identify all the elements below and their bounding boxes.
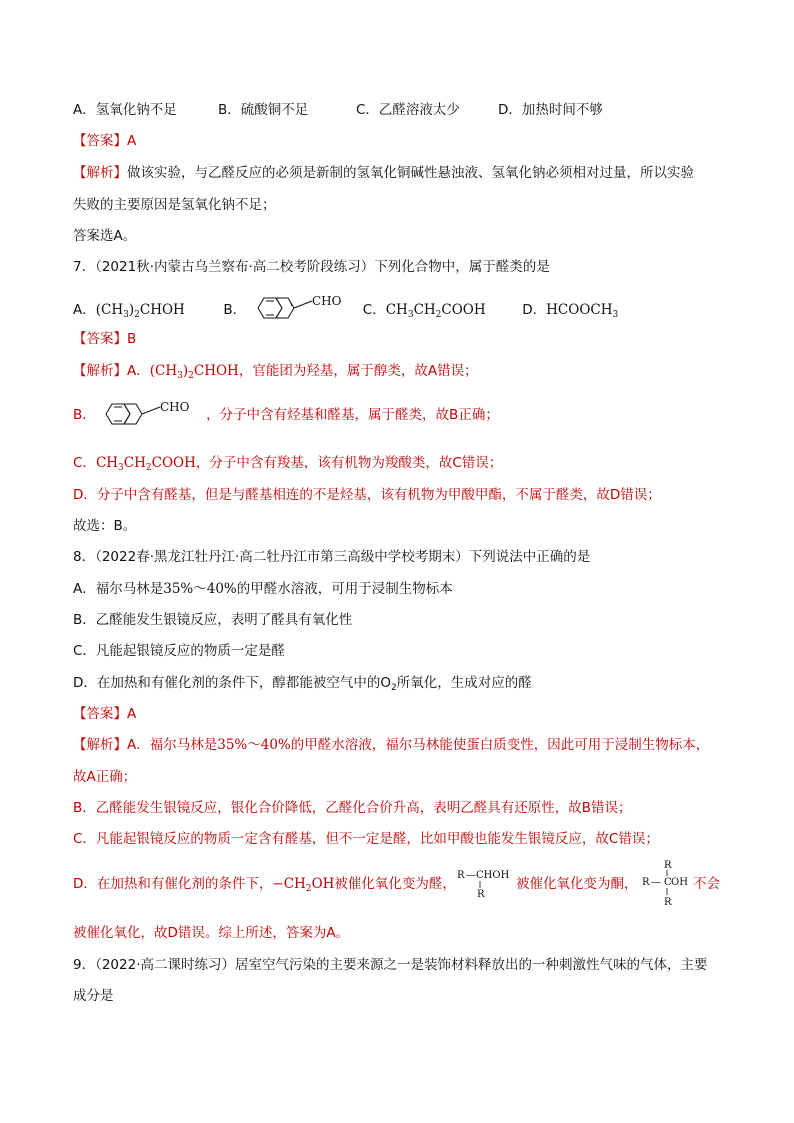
q8-stem: 8．（2022春·黑龙江牡丹江·高二牡丹江市第三高级中学校考期末）下列说法中正确的是 xyxy=(73,549,591,565)
q8-answer xyxy=(73,704,136,724)
q8-analysis-b: B．乙醛能发生银镜反应，银化合价降低，乙醛化合价升高，表明乙醛具有还原性，故B错误； xyxy=(73,800,632,816)
q6-analysis-line-1 xyxy=(73,163,694,183)
q7-option-c: C．$CH_3CH_2COOH$ xyxy=(362,302,486,320)
svg-text:R: R xyxy=(642,877,650,888)
q7-answer xyxy=(73,329,136,349)
q7-analysis-a: 【解析】A．$(CH_3)_2CHOH$，官能团为羟基，属于醇类，故A错误； xyxy=(73,363,478,381)
q8-option-c: C．凡能起银镜反应的物质一定是醛 xyxy=(73,643,285,659)
q8-analysis-c: C．凡能起银镜反应的物质一定含有醛基，但不一定是醛，比如甲酸也能发生银镜反应，故C错误； xyxy=(73,831,659,847)
svg-text:R: R xyxy=(664,897,672,908)
analysis-tag: 【解析】 xyxy=(73,737,127,753)
q8-option-a: A．福尔马林是35%～40%的甲醛水溶液，可用于浸制生物标本 xyxy=(73,581,453,597)
svg-text:R: R xyxy=(457,870,465,881)
naphthaldehyde-structure xyxy=(100,398,206,432)
q8-analysis-d-ketone: 被催化氧化变为酮， xyxy=(516,876,638,892)
q7-analysis-d: D．分子中含有醛基，但是与醛基相连的不是烃基，该有机物为甲酸甲酯，不属于醛类，故D错误； xyxy=(73,487,661,503)
q7-option-d: D．$HCOOCH_3$ xyxy=(522,302,619,320)
q7-analysis-b: B． CHO ，分子中含有烃基和醛基，属于醛类，故B正确； xyxy=(73,398,499,432)
svg-text:R: R xyxy=(664,860,672,871)
tertiary-alcohol-structure xyxy=(640,857,696,909)
svg-text:OH: OH xyxy=(671,877,688,888)
q6-conclusion: 答案选A。 xyxy=(73,228,137,244)
q7-option-a: A．$(CH_3)_2CHOH$ xyxy=(73,302,185,320)
q6-option-c: C．乙醛溶液太少 xyxy=(356,102,460,118)
naphthaldehyde-structure xyxy=(250,293,358,327)
cho-label: CHO xyxy=(312,294,342,308)
q8-option-b: B．乙醛能发生银镜反应，表明了醛具有氧化性 xyxy=(73,612,353,628)
q6-analysis-line-2: 失败的主要原因是氢氧化钠不足； xyxy=(73,197,276,213)
analysis-tag: 【解析】 xyxy=(73,165,127,181)
answer-value: B xyxy=(127,331,137,347)
q6-option-d: D．加热时间不够 xyxy=(498,102,603,118)
analysis-tag: 【解析】 xyxy=(73,363,127,379)
svg-text:R: R xyxy=(477,889,485,900)
q6-option-a: A．氢氧化钠不足 xyxy=(73,102,177,118)
q7-analysis-c: C．$CH_3CH_2COOH$，分子中含有羧基，该有机物为羧酸类，故C错误； xyxy=(73,455,503,473)
q6-option-b: B．硫酸铜不足 xyxy=(218,102,309,118)
q6-answer xyxy=(73,131,136,151)
q8-analysis-d-end: 不会 xyxy=(693,876,720,892)
answer-tag: 【答案】 xyxy=(73,706,127,722)
answer-tag: 【答案】 xyxy=(73,133,127,149)
q8-option-d: D．在加热和有催化剂的条件下，醇都能被空气中的$O_2$所氧化，生成对应的醛 xyxy=(73,675,532,693)
q9-stem-line-1: 9．（2022·高二课时练习）居室空气污染的主要来源之一是装饰材料释放出的一种刺激性气味的气体，主要 xyxy=(73,957,708,973)
q8-analysis-a-line-2: 故A正确； xyxy=(73,769,137,785)
answer-value: A xyxy=(127,133,137,149)
q9-stem-line-2: 成分是 xyxy=(73,988,114,1004)
q6-options xyxy=(73,100,603,120)
answer-tag: 【答案】 xyxy=(73,331,127,347)
q8-analysis-a-line-1: 【解析】A．福尔马林是35%～40%的甲醛水溶液，福尔马林能使蛋白质变性，因此可用于浸制生物标本， xyxy=(73,737,710,753)
svg-text:CHOH: CHOH xyxy=(476,870,510,881)
q7-option-b: B． CHO xyxy=(223,302,362,318)
svg-text:C: C xyxy=(664,877,672,888)
svg-text:—: — xyxy=(466,870,476,881)
q7-conclusion: 故选：B。 xyxy=(73,518,137,534)
q8-analysis-d-line-1: D．在加热和有催化剂的条件下，$-CH_2OH$被催化氧化变为醛， xyxy=(73,876,456,894)
q6-analysis-text-1: 做该实验，与乙醛反应的必须是新制的氢氧化铜碱性悬浊液、氢氧化钠必须相对过量，所以实验 xyxy=(127,165,694,181)
q8-analysis-d-line-2: 被催化氧化，故D错误。综上所述，答案为A。 xyxy=(73,925,350,941)
secondary-alcohol-structure xyxy=(455,866,515,900)
cho-label: CHO xyxy=(160,400,190,414)
svg-text:—: — xyxy=(651,877,661,888)
answer-value: A xyxy=(127,706,137,722)
q7-options xyxy=(73,293,618,327)
q7-stem: 7．（2021秋·内蒙古乌兰察布·高二校考阶段练习）下列化合物中，属于醛类的是 xyxy=(73,259,550,275)
